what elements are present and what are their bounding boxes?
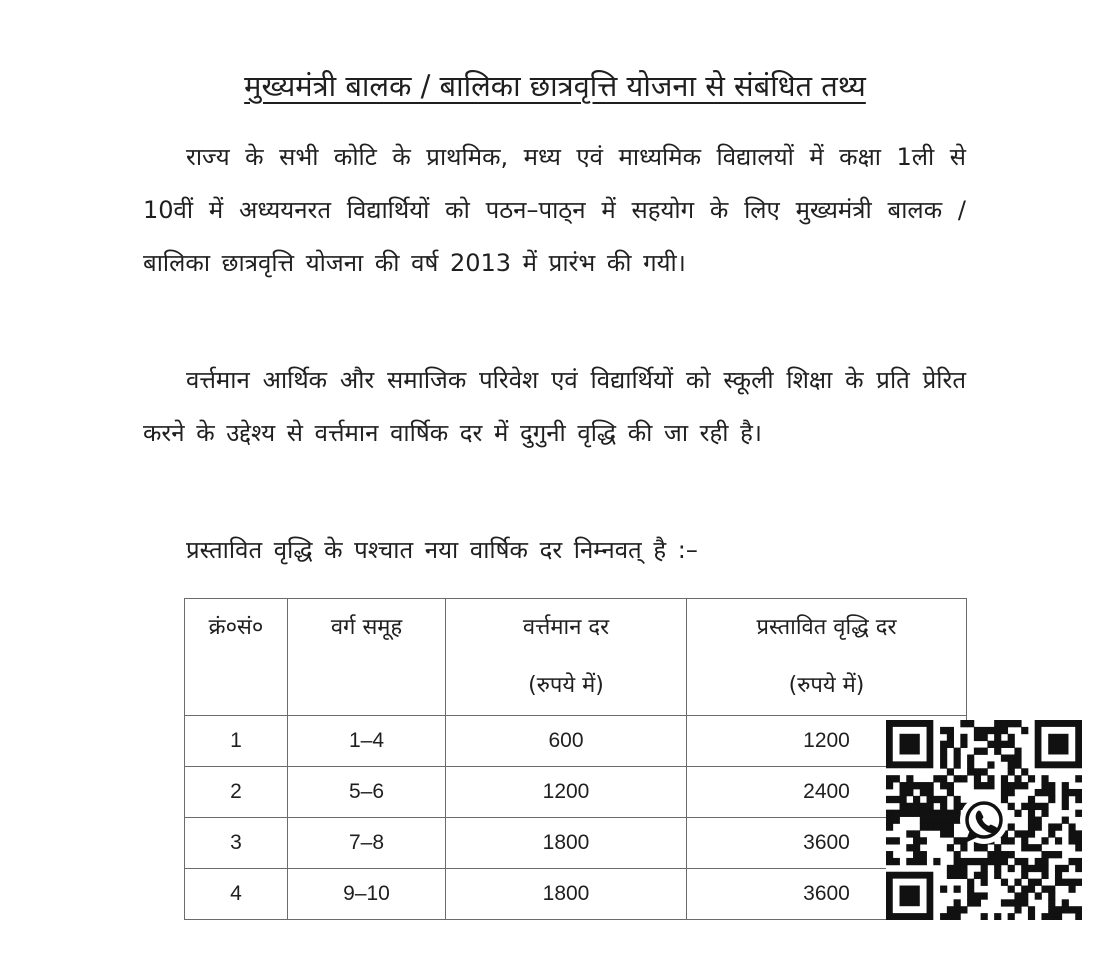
header-current-rate <box>446 599 687 716</box>
cell-proposed: 3600 <box>687 818 967 869</box>
cell-proposed: 1200 <box>687 716 967 767</box>
cell-group: 7–8 <box>288 818 446 869</box>
paragraph-scheme-intro: राज्य के सभी कोटि के प्राथमिक, मध्य एवं माध्यमिक विद्यालयों में कक्षा 1ली से 10वीं में अध्ययनरत विद्यार्थियों को पठन–पाठ्न में सहयोग के लिए मुख्यमंत्री बालक / बालिका छात्रवृत्ति योजना की वर्ष 2013 में प्रारंभ की गयी। <box>143 143 966 277</box>
cell-current: 600 <box>446 716 687 767</box>
cell-serial: 1 <box>185 716 288 767</box>
document-title: मुख्यमंत्री बालक / बालिका छात्रवृत्ति योजना से संबंधित तथ्य <box>244 69 866 103</box>
cell-current: 1800 <box>446 869 687 920</box>
rate-table <box>184 598 967 920</box>
table-row <box>185 767 967 818</box>
table-row <box>185 869 967 920</box>
qr-code[interactable] <box>886 720 1082 920</box>
header-current-label: वर्त्तमान दर <box>522 615 610 640</box>
header-serial: क्रं०सं० <box>185 599 288 716</box>
cell-current: 1800 <box>446 818 687 869</box>
whatsapp-icon <box>960 796 1008 844</box>
cell-current: 1200 <box>446 767 687 818</box>
header-proposed-label: प्रस्तावित वृद्धि दर <box>756 615 897 640</box>
header-group: वर्ग समूह <box>288 599 446 716</box>
cell-serial: 2 <box>185 767 288 818</box>
cell-serial: 3 <box>185 818 288 869</box>
cell-proposed: 3600 <box>687 869 967 920</box>
table-row <box>185 818 967 869</box>
cell-group: 9–10 <box>288 869 446 920</box>
cell-group: 5–6 <box>288 767 446 818</box>
header-proposed-unit: (रुपये में) <box>788 673 865 698</box>
cell-proposed: 2400 <box>687 767 967 818</box>
table-header-row <box>185 599 967 716</box>
paragraph-new-rate-lead: प्रस्तावित वृद्धि के पश्चात नया वार्षिक दर निम्नवत् है :– <box>186 536 698 564</box>
header-proposed-rate <box>687 599 967 716</box>
header-current-unit: (रुपये में) <box>528 673 604 698</box>
paragraph-rate-increase: वर्त्तमान आर्थिक और समाजिक परिवेश एवं विद्यार्थियों को स्कूली शिक्षा के प्रति प्रेरित करने के उद्देश्य से वर्त्तमान वार्षिक दर में दुगुनी वृद्धि की जा रही है। <box>143 366 966 447</box>
cell-serial: 4 <box>185 869 288 920</box>
qr-code-graphic <box>886 720 1082 920</box>
cell-group: 1–4 <box>288 716 446 767</box>
table-row <box>185 716 967 767</box>
